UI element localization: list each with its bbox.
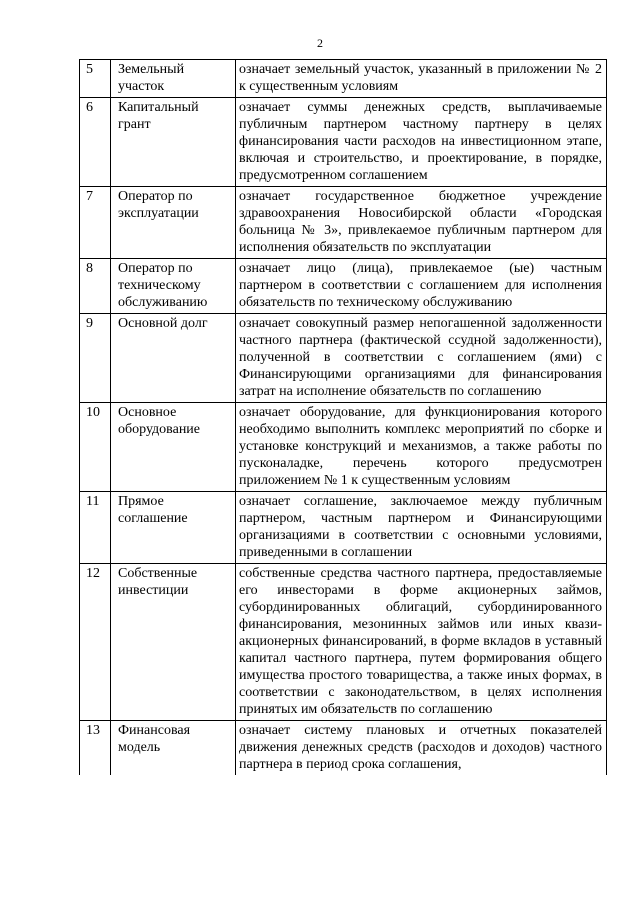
definition-cell: означает соглашение, заключаемое между публичным партнером, частным партнером и Финансирующими организациями в соответствии с основными условиями, приведенными в соглашении — [236, 492, 607, 564]
definition-cell: означает систему плановых и отчетных показателей движения денежных средств (расходов и доходов) частного партнера в период срока соглашения, — [236, 721, 607, 776]
definition-cell: означает оборудование, для функционирования которого необходимо выполнить комплекс мероприятий по сборке и установке конструкций и механизмов, а также работы по пусконаладке, перечень которого предусмотрен приложением № 1 к существенным условиям — [236, 403, 607, 492]
table-row — [80, 187, 607, 259]
table-row — [80, 314, 607, 403]
term-cell: Прямое соглашение — [111, 492, 236, 564]
table-row — [80, 259, 607, 314]
table-row — [80, 721, 607, 776]
row-number: 10 — [80, 403, 111, 492]
row-number: 8 — [80, 259, 111, 314]
row-number: 5 — [80, 60, 111, 98]
table-row — [80, 492, 607, 564]
term-cell: Собственные инвестиции — [111, 564, 236, 721]
table-row — [80, 60, 607, 98]
definitions-table — [79, 59, 607, 775]
term-cell: Основное оборудование — [111, 403, 236, 492]
row-number: 7 — [80, 187, 111, 259]
row-number: 11 — [80, 492, 111, 564]
page-number: 2 — [317, 36, 323, 50]
definition-cell: означает совокупный размер непогашенной задолженности частного партнера (фактической ссудной задолженности), полученной в соответствии с соглашением (ями) с Финансирующими организациями для финансирования затрат на исполнение обязательств по соглашению — [236, 314, 607, 403]
definition-cell: означает суммы денежных средств, выплачиваемые публичным партнером частному партнеру в целях финансирования части расходов на инвестиционном этапе, включая и строительство, и проектирование, в порядке, предусмотренном соглашением — [236, 98, 607, 187]
table-row — [80, 564, 607, 721]
definition-cell: означает государственное бюджетное учреждение здравоохранения Новосибирской области «Городская больница № 3», привлекаемое публичным партнером для исполнения обязательств по эксплуатации — [236, 187, 607, 259]
row-number: 12 — [80, 564, 111, 721]
definition-cell: собственные средства частного партнера, предоставляемые его инвесторами в форме акционерных займов, субординированных облигаций, субординированного финансирования, мезонинных займов или иных квази-акционерных финансирований, в форме вкладов в уставный капитал частного партнера, путем формирования общего имущества простого товарищества, а также иных формах, в соответствии с законодательством, в целях исполнения принятых им обязательств по соглашению — [236, 564, 607, 721]
row-number: 9 — [80, 314, 111, 403]
term-cell: Оператор по техническому обслуживанию — [111, 259, 236, 314]
term-cell: Оператор по эксплуатации — [111, 187, 236, 259]
term-cell: Финансовая модель — [111, 721, 236, 776]
term-cell: Капитальный грант — [111, 98, 236, 187]
term-cell: Земельный участок — [111, 60, 236, 98]
row-number: 13 — [80, 721, 111, 776]
table-row — [80, 98, 607, 187]
row-number: 6 — [80, 98, 111, 187]
table-row — [80, 403, 607, 492]
term-cell: Основной долг — [111, 314, 236, 403]
definition-cell: означает земельный участок, указанный в приложении № 2 к существенным условиям — [236, 60, 607, 98]
definition-cell: означает лицо (лица), привлекаемое (ые) частным партнером в соответствии с соглашением для исполнения обязательств по техническому обслуживанию — [236, 259, 607, 314]
